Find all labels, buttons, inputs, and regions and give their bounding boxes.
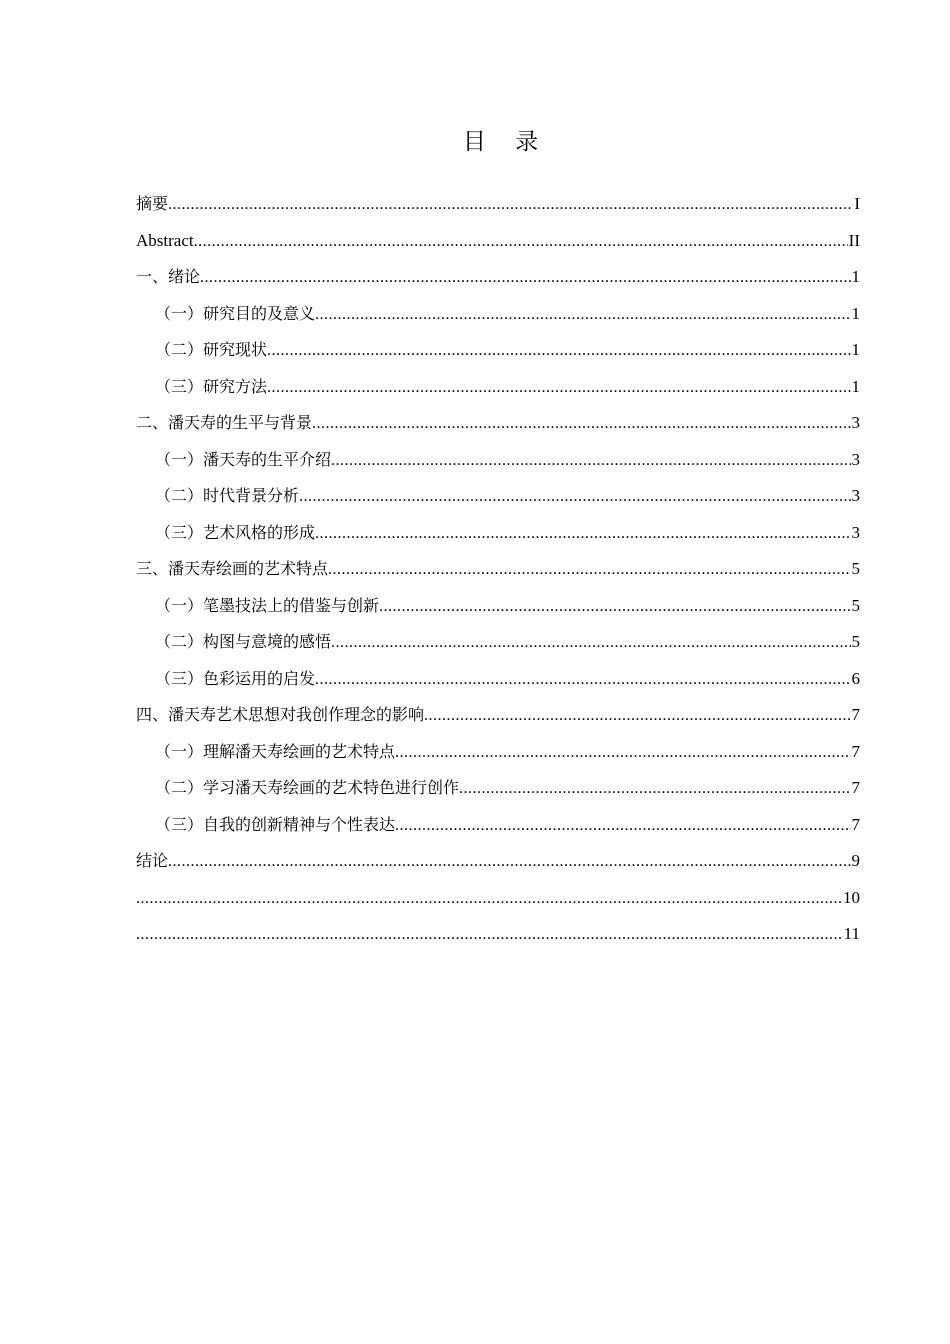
toc-entry-label: （二）学习潘天寿绘画的艺术特色进行创作 xyxy=(155,778,460,797)
toc-entry-page: 5 xyxy=(851,595,860,615)
toc-entry-section-3-2[interactable] xyxy=(136,624,860,661)
toc-entry-page: 5 xyxy=(851,632,860,651)
toc-entry-label: （三）色彩运用的启发 xyxy=(155,668,316,688)
dot-leader xyxy=(328,552,850,589)
toc-entry-section-1-3[interactable] xyxy=(136,369,860,406)
dot-leader xyxy=(315,516,850,553)
toc-entry-chapter-4[interactable] xyxy=(136,697,860,734)
toc-entry-page: 5 xyxy=(851,559,860,578)
toc-entry-section-4-1[interactable] xyxy=(136,734,860,771)
dot-leader xyxy=(379,589,850,626)
toc-entry-section-3-3[interactable] xyxy=(136,661,860,698)
toc-entry-label: 三、潘天寿绘画的艺术特点 xyxy=(136,559,329,578)
toc-entry-chapter-3[interactable] xyxy=(136,551,860,588)
toc-entry-page: 7 xyxy=(851,705,860,724)
toc-entry-page: 11 xyxy=(843,924,860,943)
dot-leader xyxy=(136,881,842,918)
dot-leader xyxy=(168,844,850,881)
toc-entry-abstract-cn[interactable] xyxy=(136,186,860,223)
toc-entry-label: （三）自我的创新精神与个性表达 xyxy=(155,814,396,834)
toc-entry-page: 3 xyxy=(851,522,860,542)
dot-leader xyxy=(194,224,848,261)
toc-entry-label: 四、潘天寿艺术思想对我创作理念的影响 xyxy=(136,705,425,724)
toc-title: 目 录 xyxy=(462,129,550,155)
table-of-contents xyxy=(136,186,860,953)
toc-entry-section-1-2[interactable] xyxy=(136,332,860,369)
toc-entry-section-3-1[interactable] xyxy=(136,588,860,625)
dot-leader xyxy=(200,260,850,297)
toc-entry-label: （二）研究现状 xyxy=(155,340,268,359)
toc-entry-page: 7 xyxy=(851,778,860,797)
toc-entry-label: （二）构图与意境的感悟 xyxy=(155,632,332,651)
toc-entry-chapter-1[interactable] xyxy=(136,259,860,296)
toc-entry-section-2-2[interactable] xyxy=(136,478,860,515)
toc-entry-untitled-1[interactable] xyxy=(136,880,860,917)
dot-leader xyxy=(395,808,850,845)
toc-entry-label: （一）潘天寿的生平介绍 xyxy=(155,449,332,469)
toc-entry-conclusion[interactable] xyxy=(136,843,860,880)
dot-leader xyxy=(299,479,850,516)
dot-leader xyxy=(459,771,850,808)
toc-entry-page: II xyxy=(848,230,860,250)
dot-leader xyxy=(267,370,850,407)
dot-leader xyxy=(315,297,850,334)
dot-leader xyxy=(331,443,850,480)
toc-entry-label: 二、潘天寿的生平与背景 xyxy=(136,413,313,432)
dot-leader xyxy=(424,698,850,735)
toc-entry-section-2-1[interactable] xyxy=(136,442,860,479)
toc-entry-label: （二）时代背景分析 xyxy=(155,486,300,505)
toc-entry-page: 1 xyxy=(851,376,860,396)
toc-entry-untitled-2[interactable] xyxy=(136,916,860,953)
toc-entry-page: 3 xyxy=(851,413,860,432)
toc-entry-label: 结论 xyxy=(136,851,169,870)
dot-leader xyxy=(312,406,850,443)
toc-entry-label: （一）笔墨技法上的借鉴与创新 xyxy=(155,595,380,615)
toc-entry-page: 1 xyxy=(851,303,860,323)
toc-entry-label: 摘要 xyxy=(136,194,169,213)
toc-entry-abstract-en[interactable] xyxy=(136,223,860,260)
toc-entry-label: （三）艺术风格的形成 xyxy=(155,522,316,542)
dot-leader xyxy=(395,735,850,772)
dot-leader xyxy=(331,625,850,662)
toc-entry-chapter-2[interactable] xyxy=(136,405,860,442)
toc-entry-section-4-3[interactable] xyxy=(136,807,860,844)
dot-leader xyxy=(168,187,853,224)
toc-entry-page: 9 xyxy=(851,851,860,870)
toc-entry-section-4-2[interactable] xyxy=(136,770,860,807)
toc-entry-section-2-3[interactable] xyxy=(136,515,860,552)
toc-entry-page: 10 xyxy=(843,887,860,907)
toc-entry-label: Abstract xyxy=(136,230,194,250)
toc-entry-page: I xyxy=(854,194,860,213)
toc-entry-page: 3 xyxy=(851,486,860,505)
dot-leader xyxy=(315,662,850,699)
toc-entry-section-1-1[interactable] xyxy=(136,296,860,333)
toc-entry-label: （一）理解潘天寿绘画的艺术特点 xyxy=(155,741,396,761)
toc-entry-page: 7 xyxy=(851,741,860,761)
dot-leader xyxy=(267,333,850,370)
dot-leader xyxy=(136,917,843,954)
toc-entry-page: 1 xyxy=(851,340,860,359)
toc-entry-page: 3 xyxy=(851,449,860,469)
toc-entry-label: （三）研究方法 xyxy=(155,376,268,396)
toc-entry-page: 6 xyxy=(851,668,860,688)
toc-entry-page: 1 xyxy=(851,267,860,286)
toc-entry-label: （一）研究目的及意义 xyxy=(155,303,316,323)
toc-entry-page: 7 xyxy=(851,814,860,834)
toc-entry-label: 一、绪论 xyxy=(136,267,201,286)
